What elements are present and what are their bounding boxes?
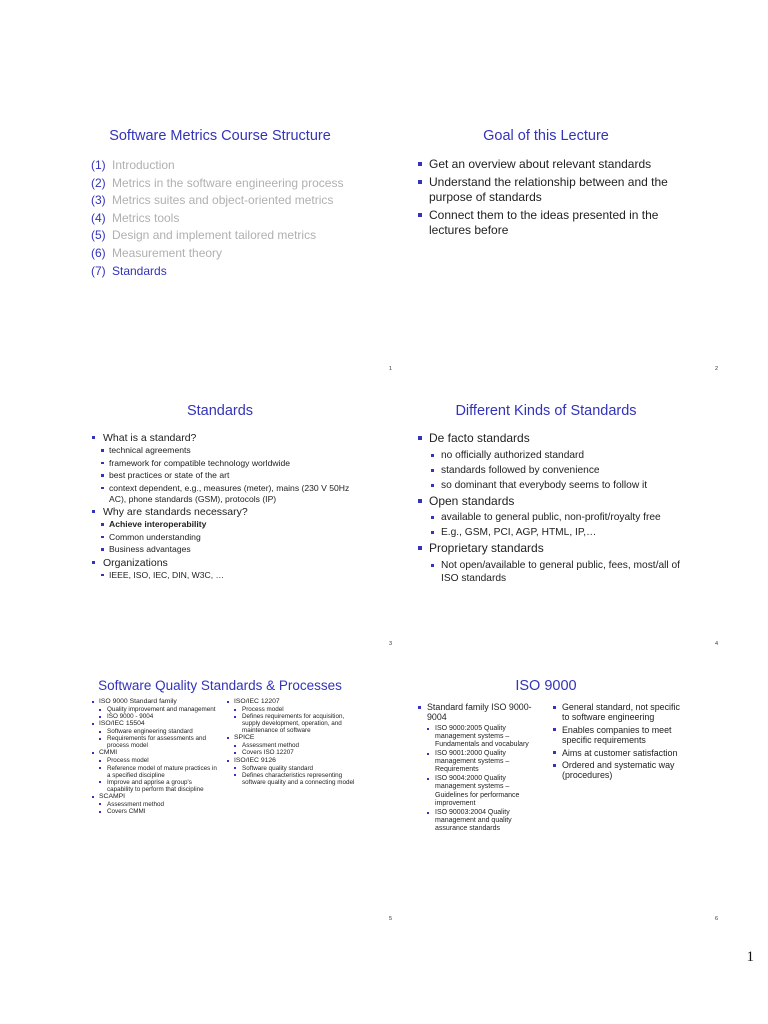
sub-bullet-item: technical agreements [100,445,360,456]
bullet-item: ISO/IEC 15504 [90,720,218,728]
course-item-4 [91,210,343,228]
slide-title: Software Metrics Course Structure [109,128,331,144]
sub-bullet-item: Defines characteristics representing software quality and a connecting model [233,772,355,786]
course-item-6 [91,245,343,263]
course-item-label: Metrics suites and object-oriented metrics [112,193,334,208]
course-item-3 [91,192,343,210]
bullet-item: Connect them to the ideas presented in the lectures before [416,208,678,239]
right-column [551,702,681,783]
slide-title: Different Kinds of Standards [455,403,637,419]
bullet-item: Get an overview about relevant standards [416,157,678,173]
sub-bullet-item: Software engineering standard [98,728,218,735]
course-item-number: (6) [91,245,106,260]
bullet-item: Organizations [90,557,360,570]
bullet-item: General standard, not specific to software engineering [551,702,681,723]
bullet-item: SPICE [225,734,355,742]
bullet-item: Enables companies to meet specific requirements [551,725,681,746]
sub-bullet-item: so dominant that everybody seems to follow it [428,479,696,492]
slide-number: 3 [388,641,392,647]
slide-5 [50,678,390,928]
bullet-item: What is a standard? [90,432,360,445]
slide-number: 1 [388,366,392,372]
slide-1 [50,128,390,378]
sub-bullet-item: Achieve interoperability [100,519,360,530]
bullet-item: Aims at customer satisfaction [551,748,681,758]
bullet-item: Proprietary standards [416,541,696,557]
sub-bullet-item: Assessment method [98,801,218,808]
sub-bullet-item: no officially authorized standard [428,449,696,462]
sub-bullet-item: Requirements for assessments and process model [98,735,218,749]
sub-bullet-item: Software quality standard [233,765,355,772]
bullet-item: De facto standards [416,431,696,447]
sub-bullet-item: Defines requirements for acquisition, supply development, operation, and maintenance of software [233,713,355,734]
sub-bullet-item: Process model [233,706,355,713]
bullet-list [90,432,360,582]
course-item-7-current [91,263,343,281]
course-item-label: Metrics in the software engineering process [112,175,344,190]
bullet-item: Open standards [416,494,696,510]
slide-2 [376,128,716,378]
sub-bullet-item: E.g., GSM, PCI, AGP, HTML, IP,… [428,526,696,539]
bullet-list [416,431,696,587]
course-item-number: (7) [91,263,106,278]
slide-number: 4 [714,641,718,647]
course-item-number: (1) [91,158,106,172]
bullet-list [416,157,678,241]
sub-bullet-item: Assessment method [233,742,355,749]
slide-4 [376,403,716,653]
slide-3 [50,403,390,653]
course-list [91,157,343,280]
course-item-number: (3) [91,193,106,208]
left-column [416,702,544,834]
sub-bullet-item: standards followed by convenience [428,464,696,477]
sub-bullet-item: Quality improvement and management [98,706,218,713]
bullet-item: Standard family ISO 9000-9004 [416,702,544,723]
slide-title: Standards [186,403,254,419]
course-item-label: Introduction [112,158,175,172]
course-item-1 [91,157,343,175]
sub-bullet-item: ISO 9000 - 9004 [98,713,218,720]
course-item-number: (4) [91,210,106,225]
bullet-item: Why are standards necessary? [90,506,360,519]
sub-bullet-item: Not open/available to general public, fees, most/all of ISO standards [428,559,696,585]
page-number: 1 [746,949,754,965]
sub-bullet-item: Common understanding [100,532,360,543]
sub-bullet-item: ISO 90003:2004 Quality management and quality assurance standards [426,809,544,833]
course-item-label: Standards [112,263,167,278]
slide-number: 5 [388,916,392,922]
slide-title: ISO 9000 [515,678,577,694]
course-item-label: Measurement theory [112,245,223,260]
sub-bullet-item: Improve and apprise a group's capability to perform that discipline [98,779,218,793]
slide-title: Software Quality Standards & Processes [98,678,342,693]
sub-bullet-item: ISO 9001:2000 Quality management systems – Requirements [426,750,544,774]
sub-bullet-item: Covers ISO 12207 [233,749,355,756]
course-item-2 [91,175,343,193]
sub-bullet-item: available to general public, non-profit/royalty free [428,511,696,524]
bullet-item: ISO/IEC 12207 [225,698,355,706]
course-item-label: Metrics tools [112,210,180,225]
slide-number: 2 [714,366,718,372]
sub-bullet-item: framework for compatible technology worldwide [100,458,360,469]
course-item-label: Design and implement tailored metrics [112,228,317,243]
bullet-item: SCAMPI [90,793,218,801]
slide-6 [376,678,716,928]
slide-title: Goal of this Lecture [483,128,609,144]
bullet-item: ISO/IEC 9126 [225,757,355,765]
bullet-item: Ordered and systematic way (procedures) [551,760,681,781]
right-column [225,698,355,786]
course-item-5 [91,227,343,245]
bullet-item: ISO 9000 Standard family [90,698,218,706]
sub-bullet-item: Business advantages [100,544,360,555]
slide-number: 6 [714,916,718,922]
sub-bullet-item: IEEE, ISO, IEC, DIN, W3C, … [100,570,360,581]
sub-bullet-item: Process model [98,757,218,764]
course-item-number: (2) [91,175,106,190]
sub-bullet-item: best practices or state of the art [100,470,360,481]
sub-bullet-item: ISO 9000:2005 Quality management systems – Fundamentals and vocabulary [426,725,544,749]
sub-bullet-item: context dependent, e.g., measures (meter), mains (230 V 50Hz AC), phone standards (GSM), protocols (IP) [100,483,360,505]
sub-bullet-item: ISO 9004:2000 Quality management systems – Guidelines for performance improvement [426,775,544,807]
left-column [90,698,218,815]
sub-bullet-item: Reference model of mature practices in a specified discipline [98,765,218,779]
sub-bullet-item: Covers CMMI [98,808,218,815]
bullet-item: CMMI [90,749,218,757]
bullet-item: Understand the relationship between and the purpose of standards [416,175,678,206]
course-item-number: (5) [91,228,106,243]
